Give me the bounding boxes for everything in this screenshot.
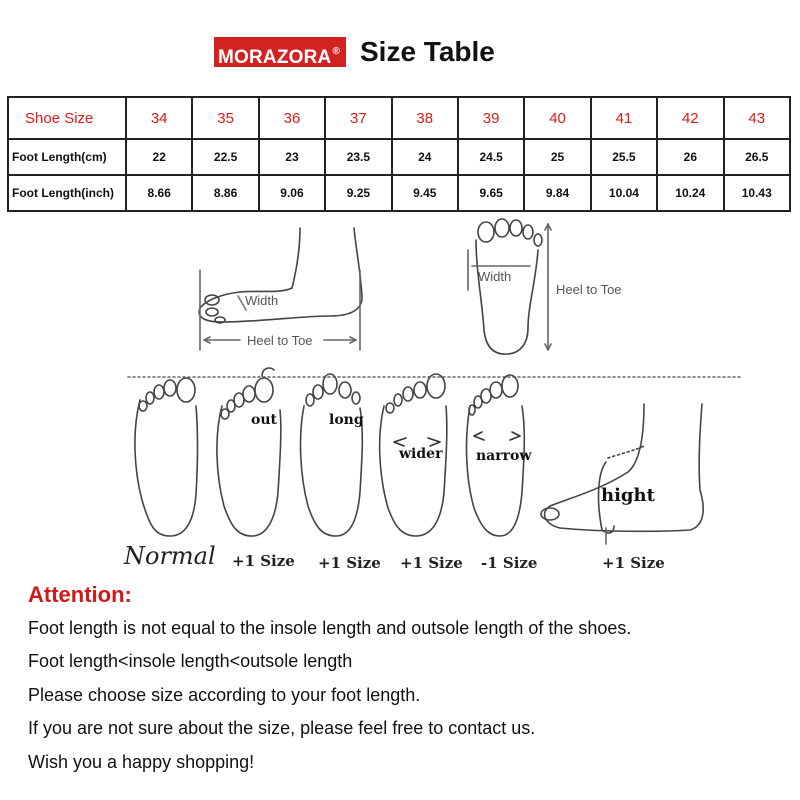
attention-line-2: Foot length<insole length<outsole length bbox=[28, 651, 353, 671]
table-cell: 23.5 bbox=[325, 139, 391, 175]
brand-name: MORAZORA bbox=[218, 47, 332, 68]
attention-line-5: Wish you a happy shopping! bbox=[28, 752, 255, 772]
table-row-shoe-size bbox=[8, 97, 790, 139]
table-cell: 25 bbox=[524, 139, 590, 175]
table-cell: 9.45 bbox=[392, 175, 458, 211]
table-cell: 25.5 bbox=[591, 139, 657, 175]
narrow-caption: -1 Size bbox=[481, 554, 538, 572]
table-cell: 42 bbox=[657, 97, 723, 139]
out-caption: +1 Size bbox=[232, 552, 295, 570]
table-cell: 38 bbox=[392, 97, 458, 139]
table-cell: 8.86 bbox=[192, 175, 258, 211]
table-cell: 9.65 bbox=[458, 175, 524, 211]
foot-drawings bbox=[0, 210, 800, 580]
foot-illustrations bbox=[0, 210, 800, 580]
table-cell: 24.5 bbox=[458, 139, 524, 175]
high-instep-foot-icon bbox=[541, 404, 703, 544]
hight-caption: +1 Size bbox=[602, 554, 665, 572]
registered-mark: ® bbox=[332, 46, 341, 57]
heel-to-toe-label-side: Heel to Toe bbox=[247, 333, 313, 348]
table-row-foot-length-inch bbox=[8, 175, 790, 211]
long-foot-icon bbox=[301, 374, 363, 536]
table-row-foot-length-cm bbox=[8, 139, 790, 175]
size-table bbox=[7, 96, 791, 212]
table-cell: 26 bbox=[657, 139, 723, 175]
table-cell: 10.43 bbox=[724, 175, 790, 211]
attention-line-3: Please choose size according to your foot length. bbox=[28, 685, 421, 705]
row-label: Foot Length(inch) bbox=[8, 175, 126, 211]
table-cell: 39 bbox=[458, 97, 524, 139]
page-title: Size Table bbox=[360, 36, 495, 67]
row-label: Shoe Size bbox=[8, 97, 126, 139]
attention-line-4: If you are not sure about the size, please feel free to contact us. bbox=[28, 718, 536, 738]
row-label: Foot Length(cm) bbox=[8, 139, 126, 175]
table-cell: 9.06 bbox=[259, 175, 325, 211]
brand-logo bbox=[214, 37, 346, 67]
out-foot-icon bbox=[217, 368, 281, 536]
width-label-side: Width bbox=[245, 293, 279, 308]
table-cell: 10.24 bbox=[657, 175, 723, 211]
table-cell: 41 bbox=[591, 97, 657, 139]
long-label: long bbox=[329, 412, 364, 428]
table-cell: 34 bbox=[126, 97, 192, 139]
attention-title: Attention: bbox=[28, 582, 132, 607]
table-cell: 24 bbox=[392, 139, 458, 175]
table-cell: 23 bbox=[259, 139, 325, 175]
side-view-foot-icon bbox=[199, 228, 362, 350]
table-cell: 22.5 bbox=[192, 139, 258, 175]
narrow-label: narrow bbox=[476, 448, 532, 464]
normal-foot-icon bbox=[135, 378, 198, 536]
table-cell: 9.84 bbox=[524, 175, 590, 211]
header bbox=[0, 33, 800, 73]
width-label-top: Width bbox=[478, 269, 512, 284]
table-cell: 9.25 bbox=[325, 175, 391, 211]
long-caption: +1 Size bbox=[318, 554, 381, 572]
table-cell: 40 bbox=[524, 97, 590, 139]
table-cell: 22 bbox=[126, 139, 192, 175]
hight-label: hight bbox=[601, 485, 655, 506]
out-label: out bbox=[251, 412, 277, 428]
attention-line-1: Foot length is not equal to the insole length and outsole length of the shoes. bbox=[28, 618, 632, 638]
table-cell: 43 bbox=[724, 97, 790, 139]
table-cell: 26.5 bbox=[724, 139, 790, 175]
top-view-foot-icon bbox=[468, 219, 551, 354]
table-cell: 36 bbox=[259, 97, 325, 139]
normal-caption: Normal bbox=[124, 542, 216, 570]
table-cell: 37 bbox=[325, 97, 391, 139]
table-cell: 35 bbox=[192, 97, 258, 139]
heel-to-toe-label-top: Heel to Toe bbox=[556, 282, 622, 297]
table-cell: 8.66 bbox=[126, 175, 192, 211]
wider-caption: +1 Size bbox=[400, 554, 463, 572]
wider-label: wider bbox=[399, 446, 443, 462]
table-cell: 10.04 bbox=[591, 175, 657, 211]
